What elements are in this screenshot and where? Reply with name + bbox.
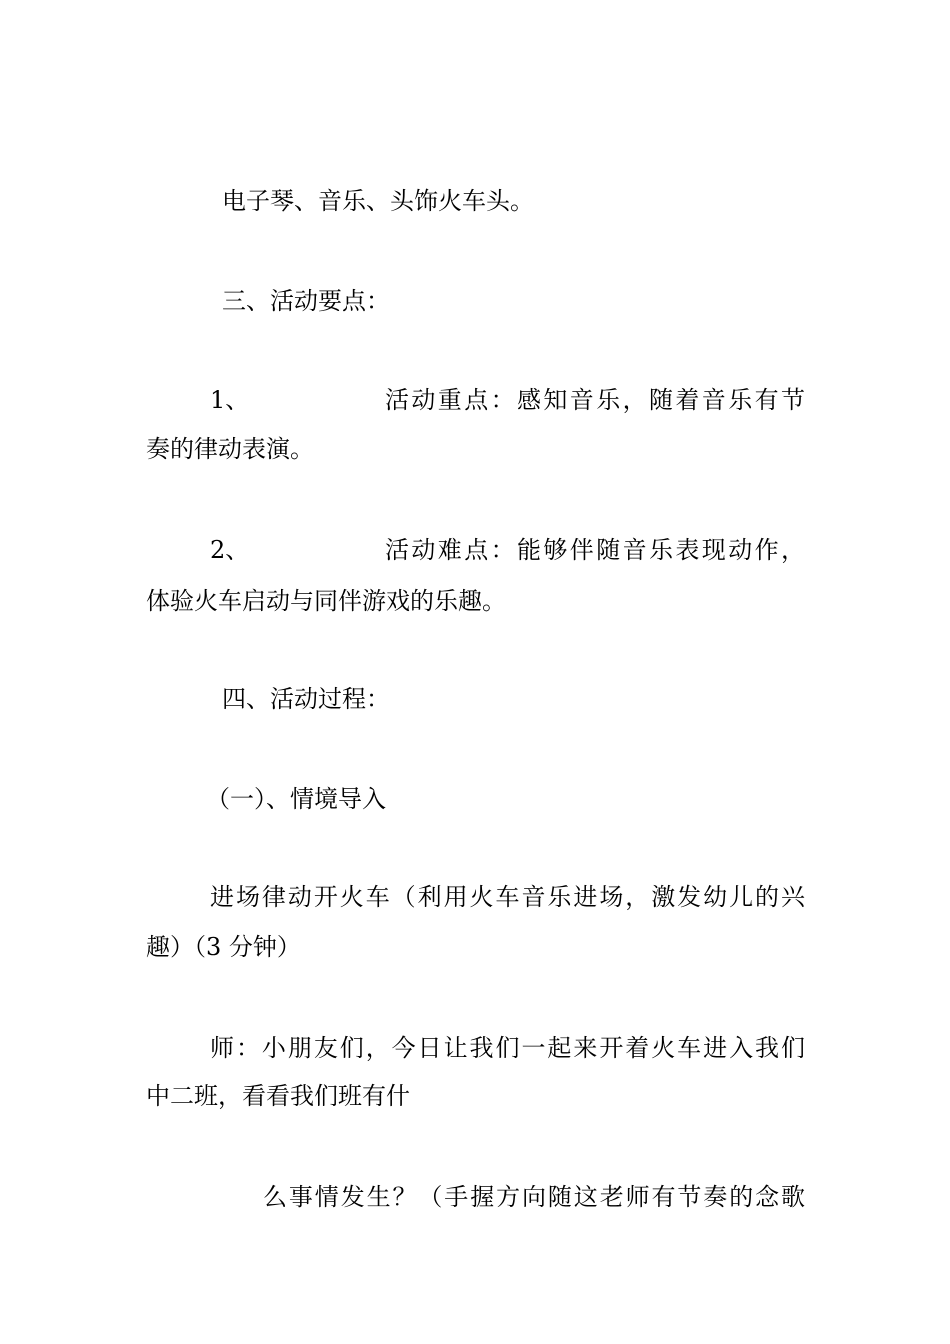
- point-2-line-1: 活动难点：能够伴随音乐表现动作，: [385, 536, 805, 564]
- subsection-heading-intro: （一）、情境导入: [206, 785, 386, 813]
- para-1-line-2: 趣）（3 分钟）: [146, 933, 301, 961]
- para-3-line-1: 么事情发生？（手握方向随这老师有节奏的念歌: [263, 1183, 805, 1211]
- para-1-line-1: 进场律动开火车（利用火车音乐进场，激发幼儿的兴: [210, 883, 805, 911]
- section-heading-process: 四、活动过程：: [222, 685, 390, 713]
- point-2-number: 2、: [210, 536, 250, 564]
- para-2-line-1: 师：小朋友们，今日让我们一起来开着火车进入我们: [210, 1034, 805, 1062]
- point-1-number: 1、: [210, 386, 250, 414]
- point-1-line-2: 奏的律动表演。: [146, 435, 314, 463]
- section-heading-key-points: 三、活动要点：: [222, 287, 390, 315]
- point-1-line-1: 活动重点：感知音乐，随着音乐有节: [385, 386, 805, 414]
- point-2-line-2: 体验火车启动与同伴游戏的乐趣。: [146, 587, 506, 615]
- materials-line: 电子琴、音乐、头饰火车头。: [222, 187, 534, 215]
- para-2-line-2: 中二班，看看我们班有什: [146, 1082, 410, 1110]
